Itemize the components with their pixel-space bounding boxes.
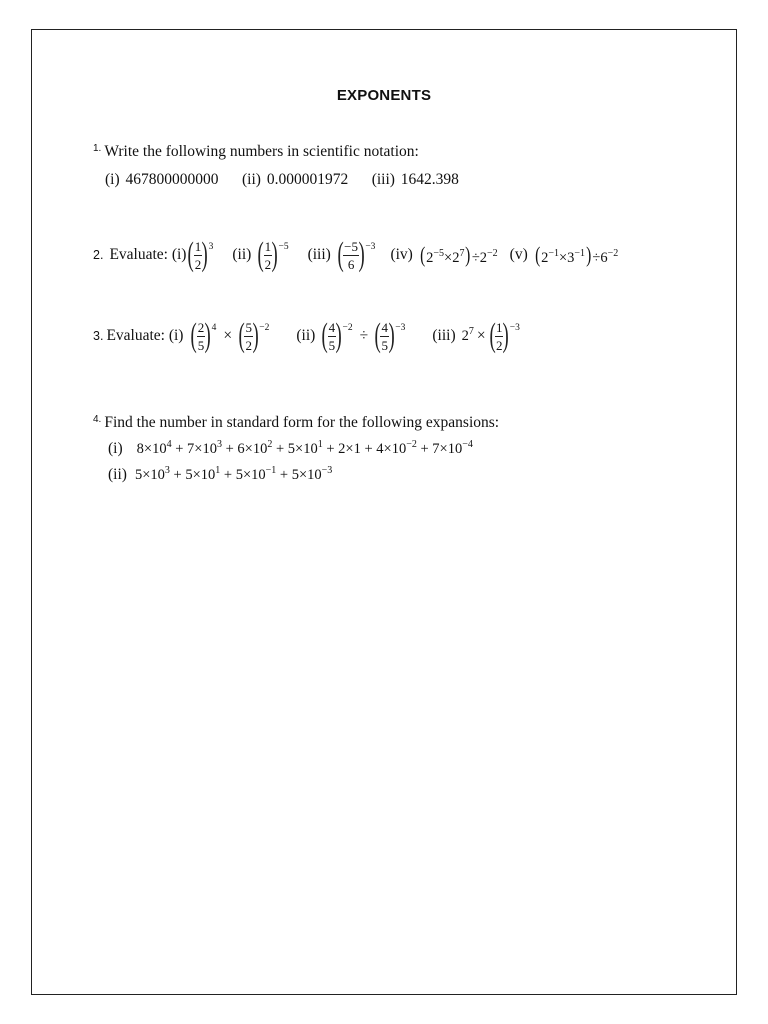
- denominator: 2: [245, 337, 252, 353]
- fraction-power: ( $\frac{1}{2}$ ) 3: [188, 236, 214, 273]
- question-2: [93, 238, 618, 272]
- plus-operator: +: [171, 440, 188, 457]
- part-label: (ii): [232, 246, 252, 263]
- term-coefficient: 6×10: [237, 440, 268, 457]
- denominator: 2: [264, 256, 272, 272]
- expansion-term: [235, 464, 292, 483]
- question-3: [93, 319, 521, 353]
- term-coefficient: 5×10: [134, 466, 165, 483]
- exponent: 3: [208, 242, 214, 252]
- expansion-term: [287, 438, 339, 457]
- plus-operator: +: [276, 466, 292, 483]
- part-label: (iv): [390, 246, 413, 263]
- page-title: EXPONENTS: [336, 87, 432, 104]
- denominator: 2: [495, 337, 503, 353]
- term-exponent: −3: [321, 464, 333, 476]
- term-exponent: 1: [317, 438, 323, 450]
- numerator: −5: [344, 238, 358, 254]
- part-label: (iii): [432, 327, 456, 344]
- plus-operator: +: [322, 440, 339, 457]
- plus-operator: +: [360, 440, 377, 457]
- plus-operator: +: [221, 440, 238, 457]
- term-exponent: 4: [166, 438, 172, 450]
- expansion-term: [291, 464, 333, 483]
- denominator: 5: [328, 337, 336, 353]
- numerator: 5: [245, 319, 252, 335]
- expansion-term: [338, 441, 376, 457]
- expansion-term: [134, 464, 186, 483]
- plus-operator: +: [416, 440, 433, 457]
- plus-operator: +: [169, 466, 186, 483]
- expansion-term: [136, 438, 188, 457]
- fraction-power: ( $\frac{-5}{6}$ ) −3: [337, 236, 376, 273]
- question-4-part-i: [108, 440, 473, 458]
- question-number: 3.: [93, 329, 104, 343]
- term-exponent: 3: [216, 438, 222, 450]
- fraction-power: ( $\frac{5}{2}$ ) −2: [238, 317, 270, 354]
- term-coefficient: 5×10: [185, 466, 216, 483]
- expansion-term: [376, 438, 433, 457]
- denominator: 2: [194, 256, 202, 272]
- expansion-term: [432, 438, 473, 457]
- denominator: 5: [381, 337, 388, 353]
- question-text: Write the following numbers in scientific notation:: [104, 143, 419, 160]
- term-coefficient: 5×10: [235, 466, 266, 483]
- question-1: 1. Write the following numbers in scientific notation:: [93, 143, 419, 160]
- fraction-power: ( $\frac{2}{5}$ ) 4: [191, 317, 217, 354]
- term-exponent: 3: [164, 464, 170, 476]
- denominator: 5: [197, 337, 205, 353]
- question-4: 4. Find the number in standard form for the following expansions:: [93, 414, 500, 431]
- term-coefficient: 5×10: [287, 440, 318, 457]
- plus-operator: +: [272, 440, 288, 457]
- plus-operator: +: [220, 466, 236, 483]
- operator: ×: [476, 327, 486, 344]
- term-exponent: −4: [462, 438, 473, 450]
- exponent: −3: [365, 242, 376, 252]
- exponent: 4: [211, 323, 217, 333]
- term-coefficient: 2×1: [338, 440, 361, 457]
- question-parts: (i) 467800000000 (ii) 0.000001972 (iii) 1642.398: [105, 171, 459, 188]
- expansion-term: [237, 438, 288, 457]
- term-coefficient: 8×10: [136, 440, 167, 457]
- term-coefficient: 7×10: [432, 440, 463, 457]
- expansion-expression: [134, 464, 333, 484]
- exponent: −5: [278, 242, 289, 252]
- numerator: 1: [495, 319, 503, 335]
- term-exponent: −2: [406, 438, 417, 450]
- denominator: 6: [347, 256, 355, 272]
- numerator: 4: [381, 319, 388, 335]
- operator: ×: [223, 327, 233, 344]
- exponent: −3: [509, 323, 520, 333]
- exponent: −2: [342, 323, 353, 333]
- numerator: 1: [194, 238, 202, 254]
- fraction-power: ( $\frac{4}{5}$ ) −3: [374, 317, 406, 354]
- numerator: 4: [328, 319, 336, 335]
- term-coefficient: 4×10: [376, 440, 407, 457]
- expression-iv: $(2^{-5}\times 2^7)\div 2^{-2}$: [419, 241, 498, 267]
- part-label: (v): [509, 246, 528, 263]
- fraction-power: ( $\frac{1}{2}$ ) −3: [489, 317, 520, 354]
- operator: ÷: [359, 327, 369, 344]
- exponent: −3: [395, 323, 406, 333]
- expansion-term: [187, 438, 238, 457]
- question-number: 2.: [93, 248, 104, 262]
- question-text: Find the number in standard form for the following expansions:: [104, 414, 500, 431]
- part-label: (ii): [108, 466, 127, 483]
- term-exponent: 1: [215, 464, 221, 476]
- fraction-power: ( $\frac{4}{5}$ ) −2: [321, 317, 353, 354]
- expansion-term: [185, 464, 236, 483]
- term-exponent: 2: [267, 438, 273, 450]
- exponent: −2: [259, 323, 270, 333]
- question-label: Evaluate: (i): [109, 246, 187, 263]
- term-coefficient: 7×10: [187, 440, 217, 457]
- question-1-parts: [105, 171, 459, 189]
- numerator: 1: [264, 238, 272, 254]
- question-4-part-ii: [108, 466, 332, 484]
- part-label: (ii): [296, 327, 316, 344]
- term-coefficient: 5×10: [291, 466, 322, 483]
- part-label: (i): [108, 440, 123, 457]
- term-exponent: −1: [265, 464, 277, 476]
- numerator: 2: [197, 319, 205, 335]
- part-label: (iii): [307, 246, 331, 263]
- question-label: Evaluate: (i): [106, 327, 184, 344]
- power-base: $2^7$: [461, 325, 474, 344]
- expansion-expression: [136, 438, 473, 458]
- expression-v: $(2^{-1}\times 3^{-1})\div 6^{-2}$: [534, 241, 619, 267]
- fraction-power: ( $\frac{1}{2}$ ) −5: [257, 236, 289, 273]
